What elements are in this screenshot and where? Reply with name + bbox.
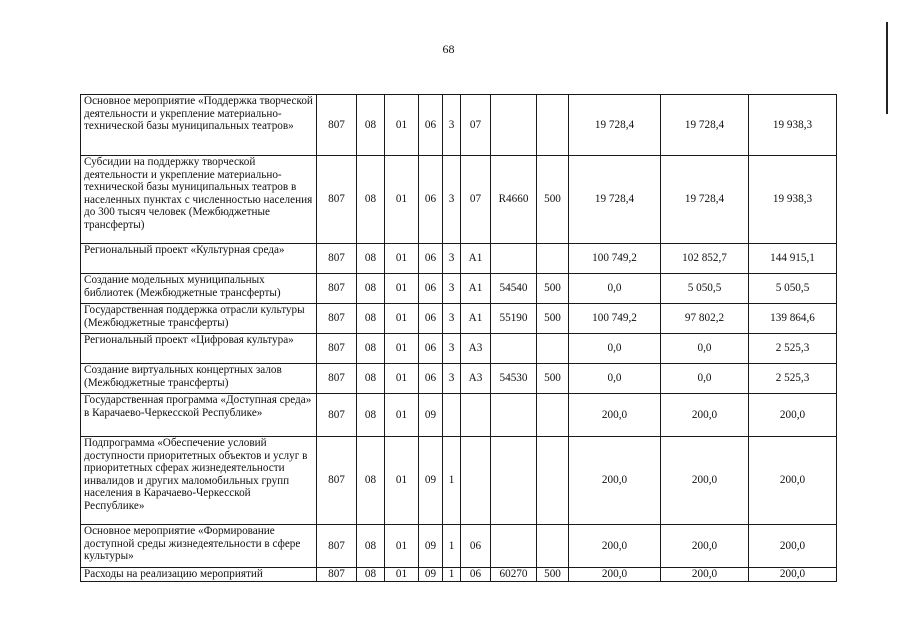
cell-meropr: A3 — [461, 334, 491, 364]
row-name: Субсидии на поддержку творческой деятельности и укрепление материально-технической базы муниципальных театров в населенных пунктах с численностью населения до 300 тысяч человек (Межбюджетные трансферты) — [81, 156, 317, 244]
cell-prog: 06 — [419, 156, 443, 244]
cell-sum-3: 19 938,3 — [749, 95, 837, 156]
cell-prog: 06 — [419, 334, 443, 364]
cell-podrazdel: 01 — [385, 304, 419, 334]
cell-sum-2: 19 728,4 — [661, 156, 749, 244]
cell-sum-1: 19 728,4 — [569, 156, 661, 244]
cell-razdel: 08 — [357, 244, 385, 274]
cell-podprog: 3 — [443, 95, 461, 156]
row-name: Региональный проект «Цифровая культура» — [81, 334, 317, 364]
cell-prog: 09 — [419, 525, 443, 568]
cell-vid — [537, 437, 569, 525]
cell-meropr — [461, 437, 491, 525]
cell-napr: 60270 — [491, 568, 537, 582]
cell-sum-2: 97 802,2 — [661, 304, 749, 334]
table-row — [81, 568, 837, 582]
cell-napr: R4660 — [491, 156, 537, 244]
cell-sum-1: 100 749,2 — [569, 304, 661, 334]
row-name: Региональный проект «Культурная среда» — [81, 244, 317, 274]
cell-sum-2: 102 852,7 — [661, 244, 749, 274]
cell-sum-3: 200,0 — [749, 394, 837, 437]
cell-sum-2: 19 728,4 — [661, 95, 749, 156]
cell-razdel: 08 — [357, 437, 385, 525]
row-name: Государственная программа «Доступная среда» в Карачаево-Черкесской Республике» — [81, 394, 317, 437]
table-row — [81, 525, 837, 568]
cell-razdel: 08 — [357, 568, 385, 582]
cell-sum-2: 200,0 — [661, 568, 749, 582]
cell-admin: 807 — [317, 568, 357, 582]
table-body — [81, 95, 837, 582]
cell-podprog: 1 — [443, 568, 461, 582]
cell-sum-1: 0,0 — [569, 334, 661, 364]
cell-vid: 500 — [537, 274, 569, 304]
cell-sum-1: 19 728,4 — [569, 95, 661, 156]
cell-sum-2: 200,0 — [661, 394, 749, 437]
cell-napr — [491, 334, 537, 364]
table-row — [81, 437, 837, 525]
row-name: Расходы на реализацию мероприятий — [81, 568, 317, 582]
cell-razdel: 08 — [357, 304, 385, 334]
cell-sum-3: 144 915,1 — [749, 244, 837, 274]
cell-prog: 06 — [419, 364, 443, 394]
cell-sum-3: 19 938,3 — [749, 156, 837, 244]
cell-razdel: 08 — [357, 95, 385, 156]
cell-sum-1: 100 749,2 — [569, 244, 661, 274]
cell-podprog: 3 — [443, 156, 461, 244]
cell-sum-1: 200,0 — [569, 437, 661, 525]
cell-meropr — [461, 394, 491, 437]
cell-sum-3: 200,0 — [749, 437, 837, 525]
cell-podrazdel: 01 — [385, 394, 419, 437]
cell-meropr: A1 — [461, 274, 491, 304]
cell-admin: 807 — [317, 274, 357, 304]
cell-sum-3: 5 050,5 — [749, 274, 837, 304]
cell-prog: 09 — [419, 568, 443, 582]
cell-prog: 06 — [419, 244, 443, 274]
row-name: Подпрограмма «Обеспечение условий доступности приоритетных объектов и услуг в приоритетных сферах жизнедеятельности инвалидов и других маломобильных групп населения в Карачаево-Черкесской Республике» — [81, 437, 317, 525]
cell-meropr: 06 — [461, 568, 491, 582]
cell-vid — [537, 394, 569, 437]
cell-sum-2: 200,0 — [661, 525, 749, 568]
table-row — [81, 156, 837, 244]
cell-vid: 500 — [537, 156, 569, 244]
cell-podprog: 3 — [443, 274, 461, 304]
cell-sum-3: 139 864,6 — [749, 304, 837, 334]
table-row — [81, 95, 837, 156]
row-name: Создание виртуальных концертных залов (Межбюджетные трансферты) — [81, 364, 317, 394]
table-row — [81, 244, 837, 274]
cell-podrazdel: 01 — [385, 525, 419, 568]
cell-sum-3: 200,0 — [749, 525, 837, 568]
cell-podprog: 3 — [443, 304, 461, 334]
cell-sum-1: 0,0 — [569, 364, 661, 394]
cell-razdel: 08 — [357, 364, 385, 394]
cell-napr: 54540 — [491, 274, 537, 304]
cell-admin: 807 — [317, 394, 357, 437]
cell-podprog — [443, 394, 461, 437]
cell-admin: 807 — [317, 525, 357, 568]
table-row — [81, 364, 837, 394]
row-name: Основное мероприятие «Формирование доступной среды жизнедеятельности в сфере культуры» — [81, 525, 317, 568]
cell-vid: 500 — [537, 568, 569, 582]
cell-sum-1: 200,0 — [569, 525, 661, 568]
cell-podrazdel: 01 — [385, 156, 419, 244]
cell-razdel: 08 — [357, 394, 385, 437]
page-number: 68 — [442, 42, 455, 56]
cell-napr — [491, 95, 537, 156]
cell-admin: 807 — [317, 334, 357, 364]
cell-podrazdel: 01 — [385, 568, 419, 582]
cell-admin: 807 — [317, 244, 357, 274]
cell-meropr: 07 — [461, 95, 491, 156]
cell-razdel: 08 — [357, 156, 385, 244]
cell-napr — [491, 244, 537, 274]
cell-podrazdel: 01 — [385, 364, 419, 394]
cell-napr: 54530 — [491, 364, 537, 394]
table-row — [81, 394, 837, 437]
cell-sum-3: 2 525,3 — [749, 334, 837, 364]
cell-razdel: 08 — [357, 334, 385, 364]
cell-podprog: 3 — [443, 244, 461, 274]
table-row — [81, 304, 837, 334]
cell-sum-2: 0,0 — [661, 334, 749, 364]
cell-razdel: 08 — [357, 525, 385, 568]
cell-vid — [537, 95, 569, 156]
cell-vid — [537, 244, 569, 274]
table-row — [81, 274, 837, 304]
row-name: Государственная поддержка отрасли культуры (Межбюджетные трансферты) — [81, 304, 317, 334]
cell-podrazdel: 01 — [385, 334, 419, 364]
cell-admin: 807 — [317, 364, 357, 394]
cell-podprog: 1 — [443, 437, 461, 525]
cell-podprog: 3 — [443, 364, 461, 394]
margin-rule — [886, 22, 888, 114]
cell-podprog: 3 — [443, 334, 461, 364]
cell-sum-2: 5 050,5 — [661, 274, 749, 304]
table-row — [81, 334, 837, 364]
cell-sum-1: 0,0 — [569, 274, 661, 304]
cell-podrazdel: 01 — [385, 274, 419, 304]
cell-napr: 55190 — [491, 304, 537, 334]
row-name: Создание модельных муниципальных библиотек (Межбюджетные трансферты) — [81, 274, 317, 304]
row-name: Основное мероприятие «Поддержка творческой деятельности и укрепление материально-технической базы муниципальных театров» — [81, 95, 317, 156]
cell-razdel: 08 — [357, 274, 385, 304]
cell-podrazdel: 01 — [385, 95, 419, 156]
cell-sum-3: 2 525,3 — [749, 364, 837, 394]
cell-podrazdel: 01 — [385, 244, 419, 274]
cell-admin: 807 — [317, 304, 357, 334]
cell-napr — [491, 394, 537, 437]
cell-prog: 06 — [419, 274, 443, 304]
cell-podrazdel: 01 — [385, 437, 419, 525]
cell-admin: 807 — [317, 437, 357, 525]
cell-meropr: 07 — [461, 156, 491, 244]
cell-prog: 06 — [419, 95, 443, 156]
cell-prog: 09 — [419, 394, 443, 437]
cell-vid — [537, 334, 569, 364]
cell-sum-2: 0,0 — [661, 364, 749, 394]
cell-napr — [491, 437, 537, 525]
cell-meropr: A1 — [461, 244, 491, 274]
cell-prog: 09 — [419, 437, 443, 525]
budget-table — [80, 94, 837, 582]
cell-vid: 500 — [537, 304, 569, 334]
cell-meropr: 06 — [461, 525, 491, 568]
cell-meropr: A3 — [461, 364, 491, 394]
cell-admin: 807 — [317, 156, 357, 244]
cell-napr — [491, 525, 537, 568]
cell-prog: 06 — [419, 304, 443, 334]
cell-sum-1: 200,0 — [569, 568, 661, 582]
cell-meropr: A1 — [461, 304, 491, 334]
cell-sum-2: 200,0 — [661, 437, 749, 525]
cell-sum-1: 200,0 — [569, 394, 661, 437]
cell-sum-3: 200,0 — [749, 568, 837, 582]
cell-admin: 807 — [317, 95, 357, 156]
cell-vid — [537, 525, 569, 568]
cell-podprog: 1 — [443, 525, 461, 568]
cell-vid: 500 — [537, 364, 569, 394]
